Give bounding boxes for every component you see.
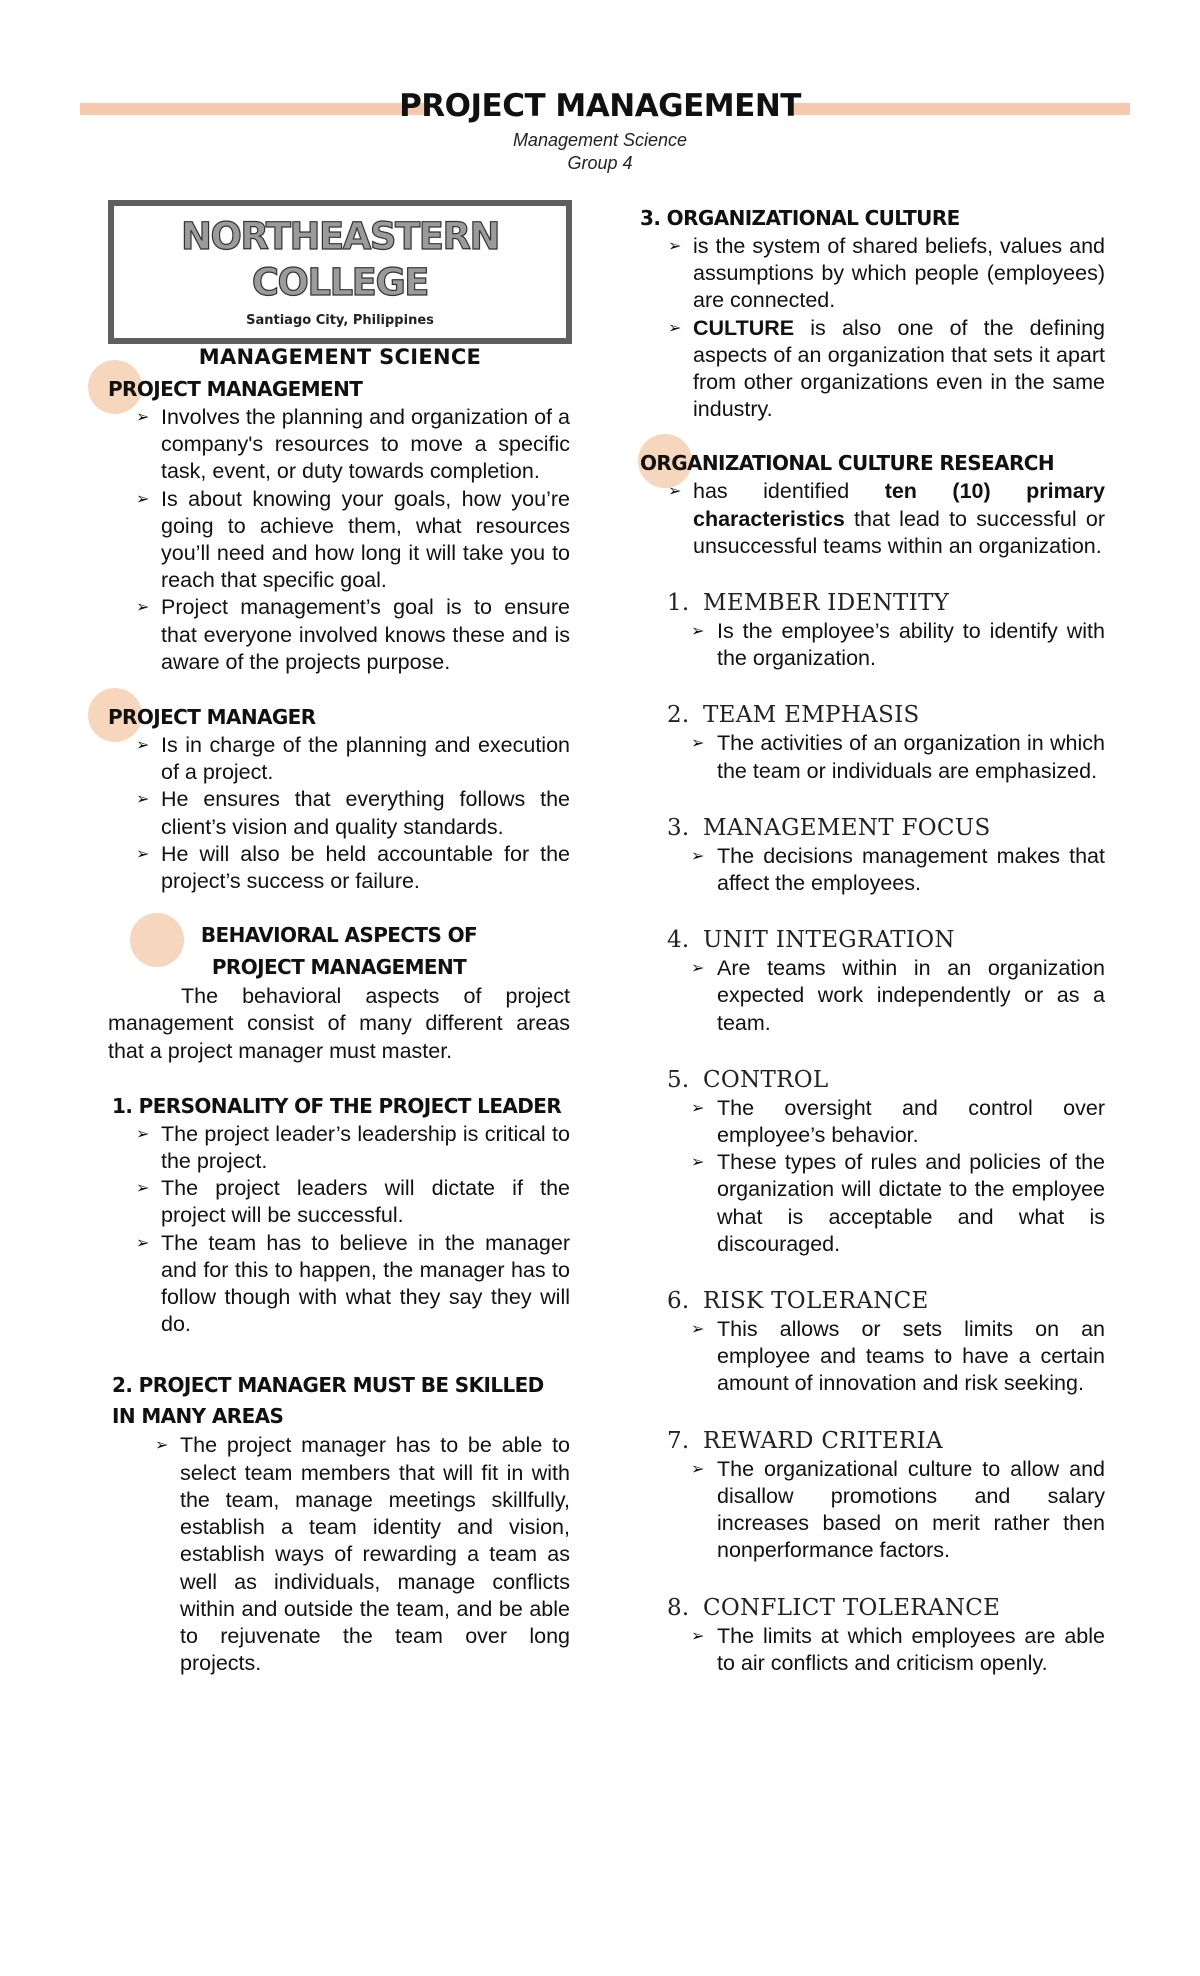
list-item: ➢ Is in charge of the planning and execution of a project.: [108, 732, 570, 786]
characteristic-2: [640, 700, 1105, 784]
document-title: PROJECT MANAGEMENT: [399, 88, 801, 124]
characteristic-heading: 4. UNIT INTEGRATION: [667, 927, 955, 954]
heading-text: PROJECT MANAGER: [108, 705, 316, 730]
characteristic-heading: 8. CONFLICT TOLERANCE: [667, 1594, 1001, 1621]
characteristic-heading: 5. CONTROL: [667, 1066, 829, 1093]
characteristic-3: [640, 813, 1105, 897]
research-text-bold: ten (10) primary characteristics: [693, 479, 1105, 531]
characteristic-list: [640, 843, 1105, 897]
characteristic-list: [640, 955, 1105, 1037]
heading-project-management: [108, 374, 570, 404]
research-text-pre: has identified: [693, 479, 885, 504]
characteristic-heading: 1. MEMBER IDENTITY: [667, 590, 950, 617]
heading-personality: 1. PERSONALITY OF THE PROJECT LEADER: [112, 1093, 562, 1118]
heading-text: BEHAVIORAL ASPECTS OF PROJECT MANAGEMENT: [200, 923, 478, 980]
heading-culture-research: [640, 448, 1105, 478]
document-group: Group 4: [567, 153, 633, 173]
behavioral-aspects-paragraph: The behavioral aspects of project management consist of many different areas that a project manager must master.: [108, 984, 570, 1063]
list-item: ➢ The project leaders will dictate if the project will be successful.: [108, 1175, 570, 1229]
characteristic-5: [640, 1065, 1105, 1258]
department-name: MANAGEMENT SCIENCE: [198, 345, 482, 370]
list-item: [640, 315, 1105, 424]
characteristic-heading: 2. TEAM EMPHASIS: [667, 702, 920, 729]
heading-text: PROJECT MANAGEMENT: [108, 377, 363, 401]
project-management-list: [108, 404, 570, 676]
characteristic-list: [640, 1316, 1105, 1398]
characteristic-list: [640, 618, 1105, 672]
heading-behavioral-aspects: [108, 919, 570, 983]
list-item: ➢ He will also be held accountable for the project’s success or failure.: [108, 841, 570, 895]
characteristic-6: [640, 1286, 1105, 1398]
culture-research-list: [640, 478, 1105, 560]
list-item: ➢ The limits at which employees are able to air conflicts and criticism openly.: [650, 1623, 1105, 1677]
personality-list: [108, 1121, 570, 1339]
characteristic-4: [640, 925, 1105, 1037]
list-item: ➢ The oversight and control over employee’s behavior.: [650, 1095, 1105, 1149]
project-manager-list: [108, 732, 570, 895]
characteristic-1: [640, 588, 1105, 672]
list-item: ➢ Are teams within in an organization expected work independently or as a team.: [650, 955, 1105, 1037]
left-column: [108, 200, 570, 1677]
list-item: ➢ Is the employee’s ability to identify with the organization.: [650, 618, 1105, 672]
heading-skilled: 2. PROJECT MANAGER MUST BE SKILLED IN MANY AREAS: [112, 1373, 544, 1429]
organizational-culture-list: [640, 233, 1105, 423]
heading-organizational-culture: 3. ORGANIZATIONAL CULTURE: [640, 206, 960, 230]
characteristic-heading: 3. MANAGEMENT FOCUS: [667, 814, 991, 841]
list-item: ➢ Project management’s goal is to ensure that everyone involved knows these and is aware of the projects purpose.: [108, 594, 570, 676]
list-item: ➢ The team has to believe in the manager and for this to happen, the manager has to follow though with what they say they will do.: [108, 1230, 570, 1339]
culture-definition: is also one of the defining aspects of an organization that sets it apart from other organizations even in the same industry.: [693, 315, 1105, 422]
heading-project-manager: [108, 702, 570, 732]
characteristic-list: [640, 1095, 1105, 1258]
list-item: ➢ These types of rules and policies of the organization will dictate to the employee what is acceptable and what is discouraged.: [650, 1149, 1105, 1258]
heading-text: ORGANIZATIONAL CULTURE RESEARCH: [640, 451, 1054, 476]
list-item: ➢ Involves the planning and organization of a company's resources to move a specific task, event, or duty towards completion.: [108, 404, 570, 486]
college-name: NORTHEASTERN COLLEGE: [181, 215, 499, 304]
characteristic-heading: 7. REWARD CRITERIA: [667, 1427, 943, 1454]
college-location: Santiago City, Philippines: [246, 313, 434, 328]
characteristic-list: [640, 1456, 1105, 1565]
list-item: ➢ The project leader’s leadership is critical to the project.: [108, 1121, 570, 1175]
heading-dot-icon: [130, 913, 184, 967]
research-text-post: that lead to successful or unsuccessful teams within an organization.: [693, 506, 1105, 558]
list-item: ➢ is the system of shared beliefs, values and assumptions by which people (employees) are connected.: [640, 233, 1105, 315]
list-item: ➢ The project manager has to be able to select team members that will fit in with the team, manage meetings skillfully, establish a team identity and vision, establish ways of rewarding a team as well as individuals, manage conflicts within and outside the team, and be able to rejuvenate the team over long projects.: [108, 1432, 570, 1677]
list-item: ➢ This allows or sets limits on an employee and teams to have a certain amount of innovation and risk seeking.: [650, 1316, 1105, 1398]
characteristic-list: [640, 1623, 1105, 1677]
list-item: ➢ He ensures that everything follows the client’s vision and quality standards.: [108, 786, 570, 840]
college-logo-box: [108, 200, 572, 370]
list-item: ➢ The activities of an organization in which the team or individuals are emphasized.: [650, 730, 1105, 784]
list-item: [640, 478, 1105, 560]
characteristic-list: [640, 730, 1105, 784]
right-column: [640, 200, 1105, 1677]
list-item: ➢ Is about knowing your goals, how you’re going to achieve them, what resources you’ll need and how long it will take you to reach that specific goal.: [108, 486, 570, 595]
characteristic-heading: 6. RISK TOLERANCE: [667, 1288, 929, 1315]
list-item: ➢ The decisions management makes that affect the employees.: [650, 843, 1105, 897]
characteristic-8: [640, 1593, 1105, 1677]
skilled-list: [108, 1432, 570, 1677]
list-item: ➢ The organizational culture to allow and disallow promotions and salary increases based on merit rather then nonperformance factors.: [650, 1456, 1105, 1565]
culture-term: CULTURE: [693, 315, 795, 340]
document-subtitle: Management Science: [512, 130, 688, 150]
characteristic-7: [640, 1426, 1105, 1565]
